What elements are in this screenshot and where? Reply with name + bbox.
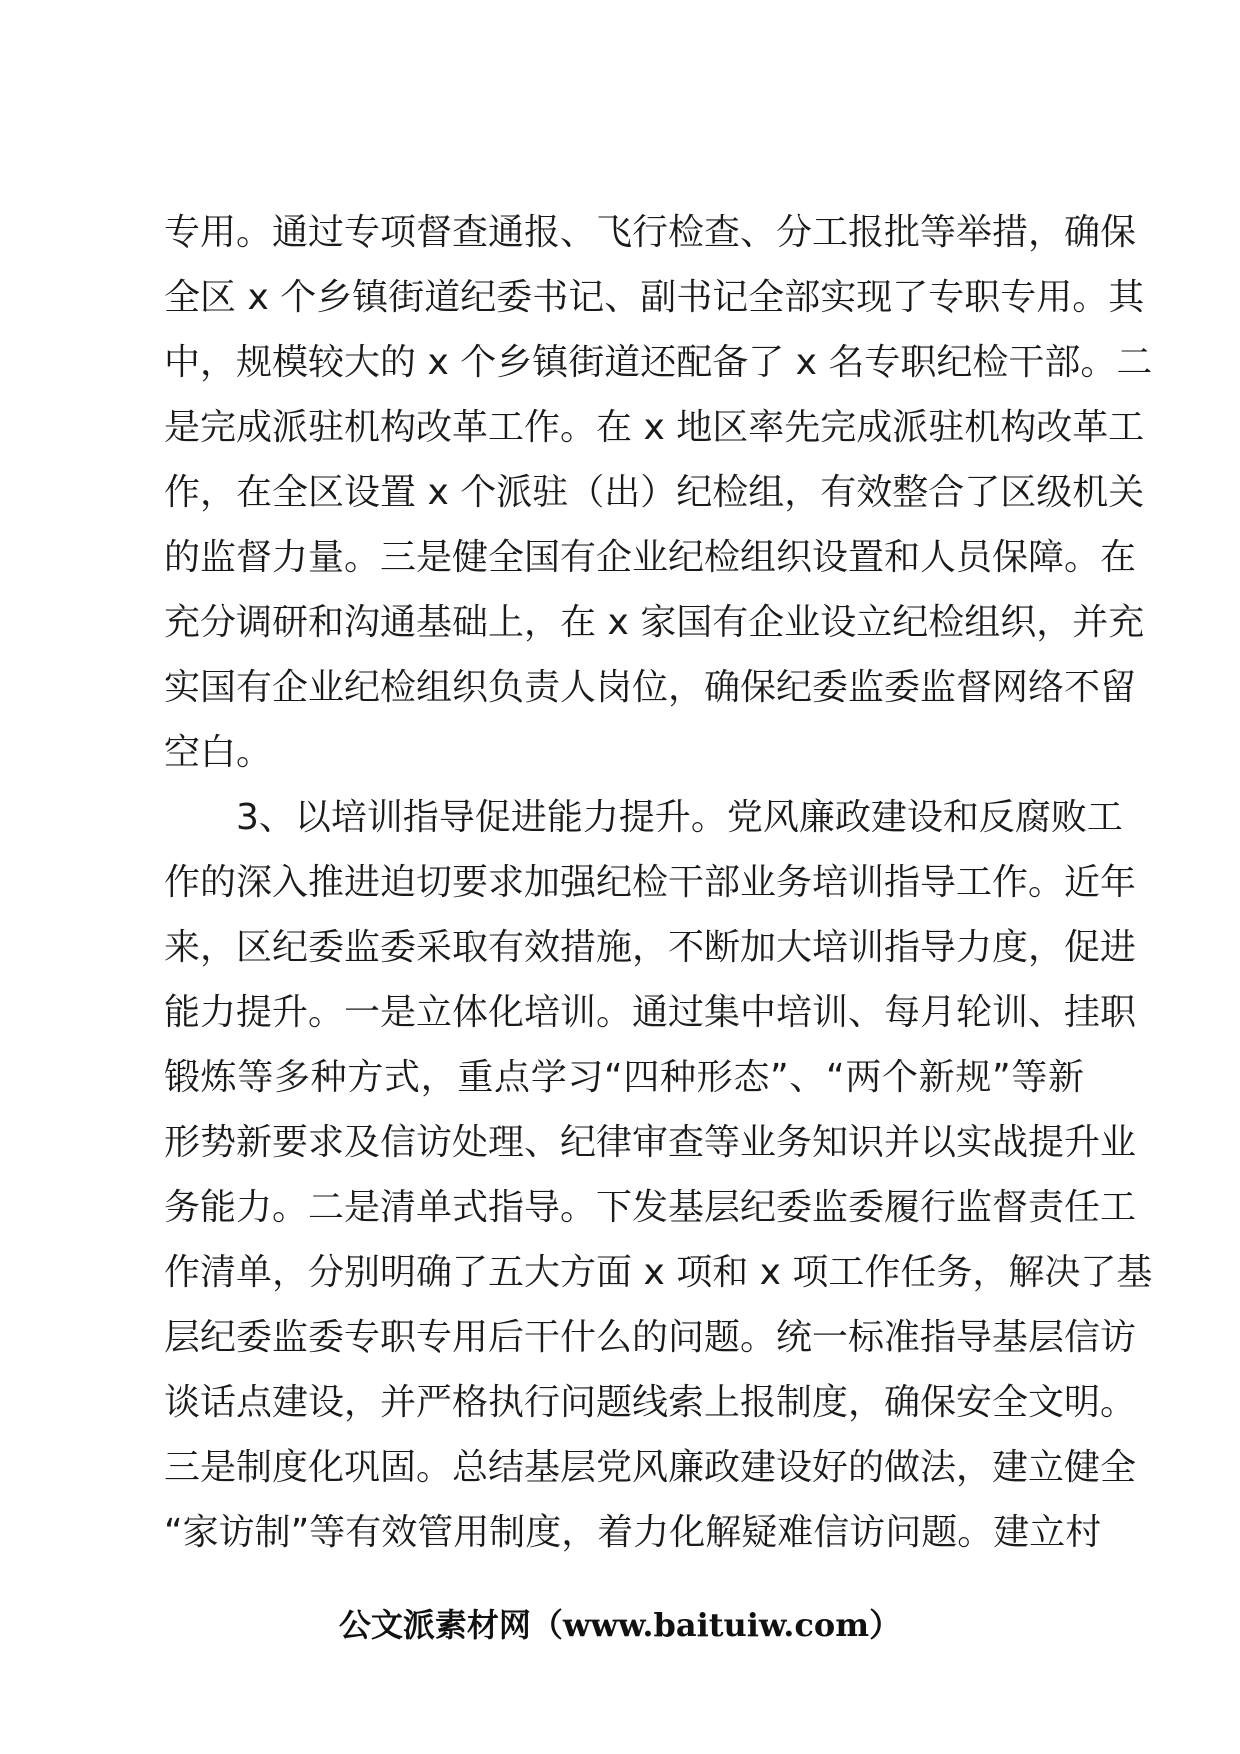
text-line: 实国有企业纪检组织负责人岗位，确保纪委监委监督网络不留 (164, 667, 1137, 708)
text-line: 作的深入推进迫切要求加强纪检干部业务培训指导工作。近年 (164, 862, 1137, 903)
text-line: 空白。 (164, 732, 273, 773)
footer-watermark: 公文派素材网（www.baituiw.com） (338, 1606, 902, 1644)
text-line: 务能力。二是清单式指导。下发基层纪委监委履行监督责任工 (164, 1187, 1137, 1228)
text-line: 全区 x 个乡镇街道纪委书记、副书记全部实现了专职专用。其 (164, 277, 1145, 318)
text-line: 作，在全区设置 x 个派驻（出）纪检组，有效整合了区级机关 (164, 472, 1145, 513)
text-line: 3、以培训指导促进能力提升。党风廉政建设和反腐败工 (236, 797, 1123, 838)
text-line: “家访制”等有效管用制度，着力化解疑难信访问题。建立村 (164, 1512, 1102, 1553)
body-text (164, 200, 1153, 1565)
text-line: 专用。通过专项督查通报、飞行检查、分工报批等举措，确保 (164, 212, 1137, 253)
text-line: 充分调研和沟通基础上，在 x 家国有企业设立纪检组织，并充 (164, 602, 1145, 643)
text-line: 作清单，分别明确了五大方面 x 项和 x 项工作任务，解决了基 (164, 1252, 1153, 1293)
text-line: 形势新要求及信访处理、纪律审查等业务知识并以实战提升业 (164, 1122, 1137, 1163)
text-line: 能力提升。一是立体化培训。通过集中培训、每月轮训、挂职 (164, 992, 1137, 1033)
text-line: 是完成派驻机构改革工作。在 x 地区率先完成派驻机构改革工 (164, 407, 1145, 448)
text-line: 锻炼等多种方式，重点学习“四种形态”、“两个新规”等新 (164, 1057, 1084, 1098)
text-line: 层纪委监委专职专用后干什么的问题。统一标准指导基层信访 (164, 1317, 1137, 1358)
text-line: 来，区纪委监委采取有效措施，不断加大培训指导力度，促进 (164, 927, 1137, 968)
text-line: 谈话点建设，并严格执行问题线索上报制度，确保安全文明。 (164, 1382, 1137, 1423)
text-line: 三是制度化巩固。总结基层党风廉政建设好的做法，建立健全 (164, 1447, 1137, 1488)
text-line: 中，规模较大的 x 个乡镇街道还配备了 x 名专职纪检干部。二 (164, 342, 1153, 383)
text-line: 的监督力量。三是健全国有企业纪检组织设置和人员保障。在 (164, 537, 1137, 578)
